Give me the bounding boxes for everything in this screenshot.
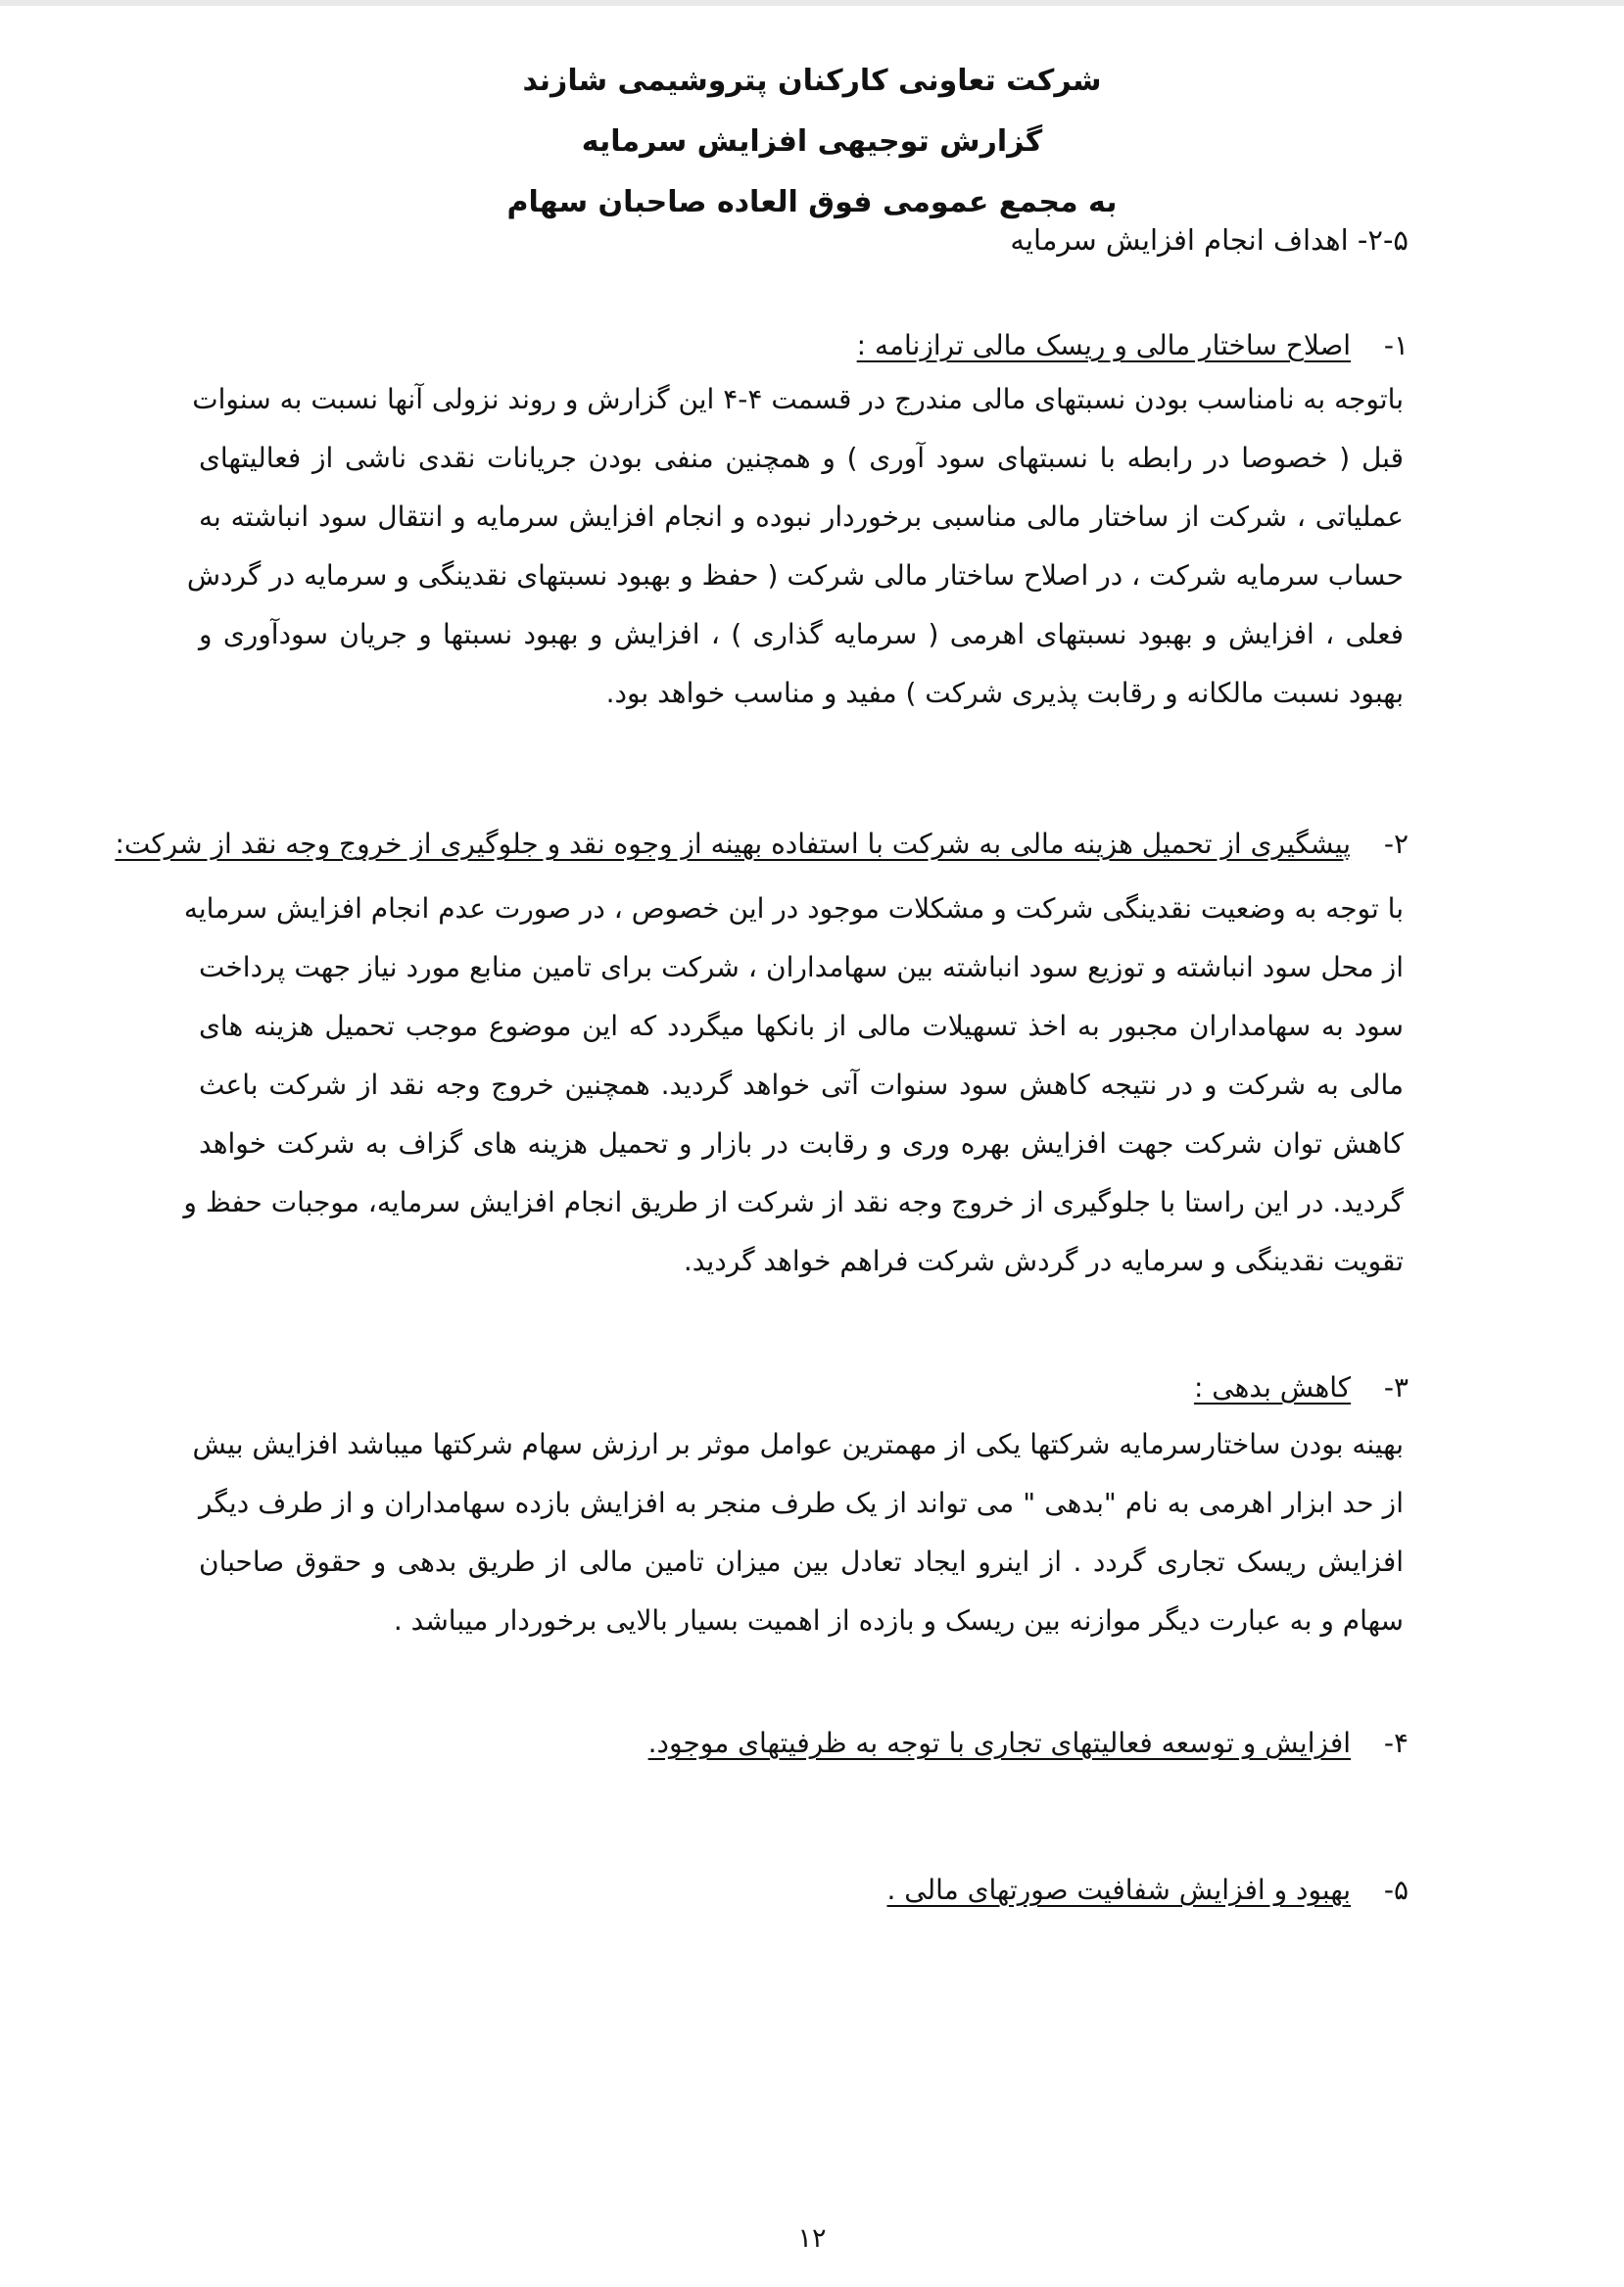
item-number: ۲- [1383,828,1409,860]
paragraph-line: سود به سهامداران مجبور به اخذ تسهیلات مالی از بانکها میگردد که این موضوع موجب تحمیل هزینه های [199,1010,1404,1042]
paragraph-line: سهام و به عبارت دیگر موازنه بین ریسک و بازده از اهمیت بسیار بالایی برخوردار میباشد . [393,1604,1404,1637]
paragraph-line: با توجه به وضعیت نقدینگی شرکت و مشکلات موجود در این خصوص ، در صورت عدم انجام افزایش سرمایه [183,892,1404,925]
paragraph-line: بهبود نسبت مالکانه و رقابت پذیری شرکت ) مفید و مناسب خواهد بود. [605,677,1404,709]
paragraph-line: بهینه بودن ساختارسرمایه شرکتها یکی از مهمترین عوامل موثر بر ارزش سهام شرکتها میباشد افزایش بیش [192,1428,1404,1460]
paragraph-line: گردید. در این راستا با جلوگیری از خروج وجه نقد از شرکت از طریق انجام افزایش سرمایه، موجبات حفظ و [183,1186,1404,1218]
paragraph-line: افزایش ریسک تجاری گردد . از اینرو ایجاد تعادل بین میزان تامین مالی از طریق بدهی و حقوق صاحبان [199,1546,1404,1578]
item-2-heading [115,825,1409,864]
item-3-paragraph [192,1415,1404,1650]
paragraph-line: مالی به شرکت و در نتیجه کاهش سود سنوات آتی خواهد گردید. همچنین خروج وجه نقد از شرکت باعث [199,1069,1404,1101]
paragraph-line: باتوجه به نامناسب بودن نسبتهای مالی مندرج در قسمت ۴-۴ این گزارش و روند نزولی آنها نسبت به سنوات [192,383,1404,415]
item-number: ۵- [1383,1874,1409,1906]
item-heading-text: کاهش بدهی : [1193,1371,1352,1404]
paragraph-line: حساب سرمایه شرکت ، در اصلاح ساختار مالی شرکت ( حفظ و بهبود نسبتهای نقدینگی و سرمایه در گردش [186,559,1404,592]
paragraph-line: فعلی ، افزایش و بهبود نسبتهای اهرمی ( سرمایه گذاری ) ، افزایش و بهبود نسبتها و جریان سودآوری و [199,618,1404,650]
paragraph-line: کاهش توان شرکت جهت افزایش بهره وری و رقابت در بازار و تحمیل هزینه های گزاف به شرکت خواهد [199,1127,1404,1160]
paragraph-line: قبل ( خصوصا در رابطه با نسبتهای سود آوری ) و همچنین منفی بودن جریانات نقدی ناشی از فعالیتهای [199,442,1404,474]
item-heading-text: پیشگیری از تحمیل هزینه مالی به شرکت با استفاده بهینه از وجوه نقد و جلوگیری از خروج وجه نقد از شرکت: [115,828,1352,860]
report-title: گزارش توجیهی افزایش سرمایه [581,124,1043,159]
item-number: ۳- [1383,1371,1409,1404]
company-name: شرکت تعاونی کارکنان پتروشیمی شازند [522,64,1102,98]
page-number: ۱۲ [797,2223,827,2254]
item-1-heading [857,326,1409,365]
paragraph-line: از محل سود انباشته و توزیع سود انباشته بین سهامداران ، شرکت برای تامین منابع مورد نیاز جهت پرداخت [199,951,1404,983]
item-number: ۴- [1383,1727,1409,1759]
item-1-paragraph [186,370,1404,723]
document-header [294,51,1330,233]
item-3-heading [1194,1368,1409,1407]
paragraph-line: تقویت نقدینگی و سرمایه در گردش شرکت فراهم خواهد گردید. [683,1245,1404,1277]
report-recipient: به مجمع عمومی فوق العاده صاحبان سهام [506,185,1118,219]
item-2-paragraph [183,880,1404,1291]
item-4-heading [648,1724,1409,1763]
scan-top-edge [0,0,1624,6]
item-heading-text: اصلاح ساختار مالی و ریسک مالی ترازنامه : [856,329,1352,361]
item-number: ۱- [1383,329,1409,361]
item-heading-text: افزایش و توسعه فعالیتهای تجاری با توجه به ظرفیتهای موجود. [647,1727,1352,1759]
section-title: ۲-۵- اهداف انجام افزایش سرمایه [1010,223,1409,257]
item-5-heading [887,1871,1409,1910]
paragraph-line: از حد ابزار اهرمی به نام "بدهی " می تواند از یک طرف منجر به افزایش بازده سهامداران و از طرف دیگر [199,1487,1404,1519]
paragraph-line: عملیاتی ، شرکت از ساختار مالی مناسبی برخوردار نبوده و انجام افزایش سرمایه و انتقال سود انباشته به [199,500,1404,533]
item-heading-text: بهبود و افزایش شفافیت صورتهای مالی . [886,1874,1352,1906]
